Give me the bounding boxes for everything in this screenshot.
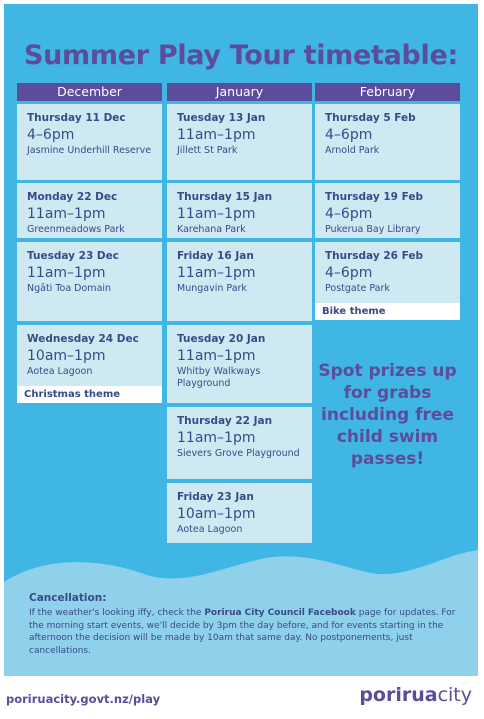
event-day: Friday 23 Jan bbox=[177, 491, 254, 503]
event-place: Jasmine Underhill Reserve bbox=[27, 145, 152, 156]
event-place: Pukerua Bay Library bbox=[325, 224, 421, 235]
event-card bbox=[167, 104, 312, 180]
event-card bbox=[167, 325, 312, 403]
event-time: 11am–1pm bbox=[177, 127, 256, 143]
event-day: Tuesday 13 Jan bbox=[177, 112, 266, 124]
cancellation-title: Cancellation: bbox=[29, 592, 107, 604]
event-time: 11am–1pm bbox=[177, 206, 256, 222]
logo-porirua: porirua bbox=[359, 684, 438, 706]
event-place: Jillett St Park bbox=[177, 145, 238, 156]
event-card bbox=[167, 242, 312, 321]
event-time: 11am–1pm bbox=[27, 206, 106, 222]
event-time: 10am–1pm bbox=[177, 506, 256, 522]
event-time: 11am–1pm bbox=[27, 265, 106, 281]
event-time: 4–6pm bbox=[325, 206, 373, 222]
event-day: Friday 16 Jan bbox=[177, 250, 254, 262]
event-place: Ngāti Toa Domain bbox=[27, 283, 112, 294]
event-place: Arnold Park bbox=[325, 145, 380, 156]
cancellation-notice bbox=[29, 592, 459, 657]
spot-prizes-promo: Spot prizes up for grabs including free child swim passes! bbox=[318, 361, 457, 469]
event-place: Mungavin Park bbox=[177, 283, 247, 294]
event-day: Thursday 11 Dec bbox=[27, 112, 126, 124]
event-card bbox=[17, 104, 162, 180]
porirua-city-logo bbox=[359, 684, 472, 706]
event-day: Thursday 26 Feb bbox=[325, 250, 423, 262]
month-header-december: December bbox=[17, 83, 162, 101]
event-card bbox=[315, 183, 460, 238]
event-card bbox=[167, 483, 312, 543]
event-time: 11am–1pm bbox=[177, 265, 256, 281]
event-time: 4–6pm bbox=[27, 127, 75, 143]
event-day: Thursday 15 Jan bbox=[177, 191, 273, 203]
event-time: 10am–1pm bbox=[27, 348, 106, 364]
event-card bbox=[17, 183, 162, 238]
page-title: Summer Play Tour timetable: bbox=[23, 40, 459, 71]
cancellation-text bbox=[29, 607, 459, 657]
month-header-february: February bbox=[315, 83, 460, 101]
event-place: Sievers Grove Playground bbox=[177, 448, 300, 459]
column-february bbox=[315, 83, 460, 317]
event-card bbox=[167, 407, 312, 479]
event-time: 4–6pm bbox=[325, 265, 373, 281]
event-time: 4–6pm bbox=[325, 127, 373, 143]
event-card bbox=[17, 242, 162, 321]
event-place: Postgate Park bbox=[325, 283, 390, 294]
event-day: Monday 22 Dec bbox=[27, 191, 118, 203]
event-time: 11am–1pm bbox=[177, 430, 256, 446]
event-place: Whitby Walkways Playground bbox=[177, 366, 261, 389]
event-day: Thursday 22 Jan bbox=[177, 415, 273, 427]
poster bbox=[4, 4, 478, 676]
event-place: Karehana Park bbox=[177, 224, 246, 235]
cancellation-text-after: page for updates. For the morning start events, we'll decide by 3pm the day before, and for events starting in the afternoon the decision will be made by 10am that same day. No postponements, just cancellations. bbox=[29, 608, 456, 656]
event-day: Thursday 5 Feb bbox=[325, 112, 416, 124]
website-link[interactable]: poriruacity.govt.nz/play bbox=[6, 692, 161, 706]
cancellation-text-before: If the weather's looking iffy, check the bbox=[29, 608, 205, 618]
event-day: Thursday 19 Feb bbox=[325, 191, 423, 203]
month-header-january: January bbox=[167, 83, 312, 101]
event-day: Tuesday 23 Dec bbox=[27, 250, 119, 262]
event-day: Tuesday 20 Jan bbox=[177, 333, 266, 345]
facebook-page-reference: Porirua City Council Facebook bbox=[204, 608, 356, 618]
event-card bbox=[167, 183, 312, 238]
event-card bbox=[315, 104, 460, 180]
event-card bbox=[315, 242, 460, 303]
theme-label: Bike theme bbox=[315, 303, 460, 320]
column-december bbox=[17, 83, 162, 400]
event-time: 11am–1pm bbox=[177, 348, 256, 364]
theme-label: Christmas theme bbox=[17, 386, 162, 403]
event-card bbox=[17, 325, 162, 386]
event-place: Greenmeadows Park bbox=[27, 224, 125, 235]
event-place: Aotea Lagoon bbox=[177, 524, 243, 535]
event-place: Aotea Lagoon bbox=[27, 366, 93, 377]
event-day: Wednesday 24 Dec bbox=[27, 333, 139, 345]
logo-city: city bbox=[437, 684, 472, 706]
column-january bbox=[167, 83, 312, 535]
